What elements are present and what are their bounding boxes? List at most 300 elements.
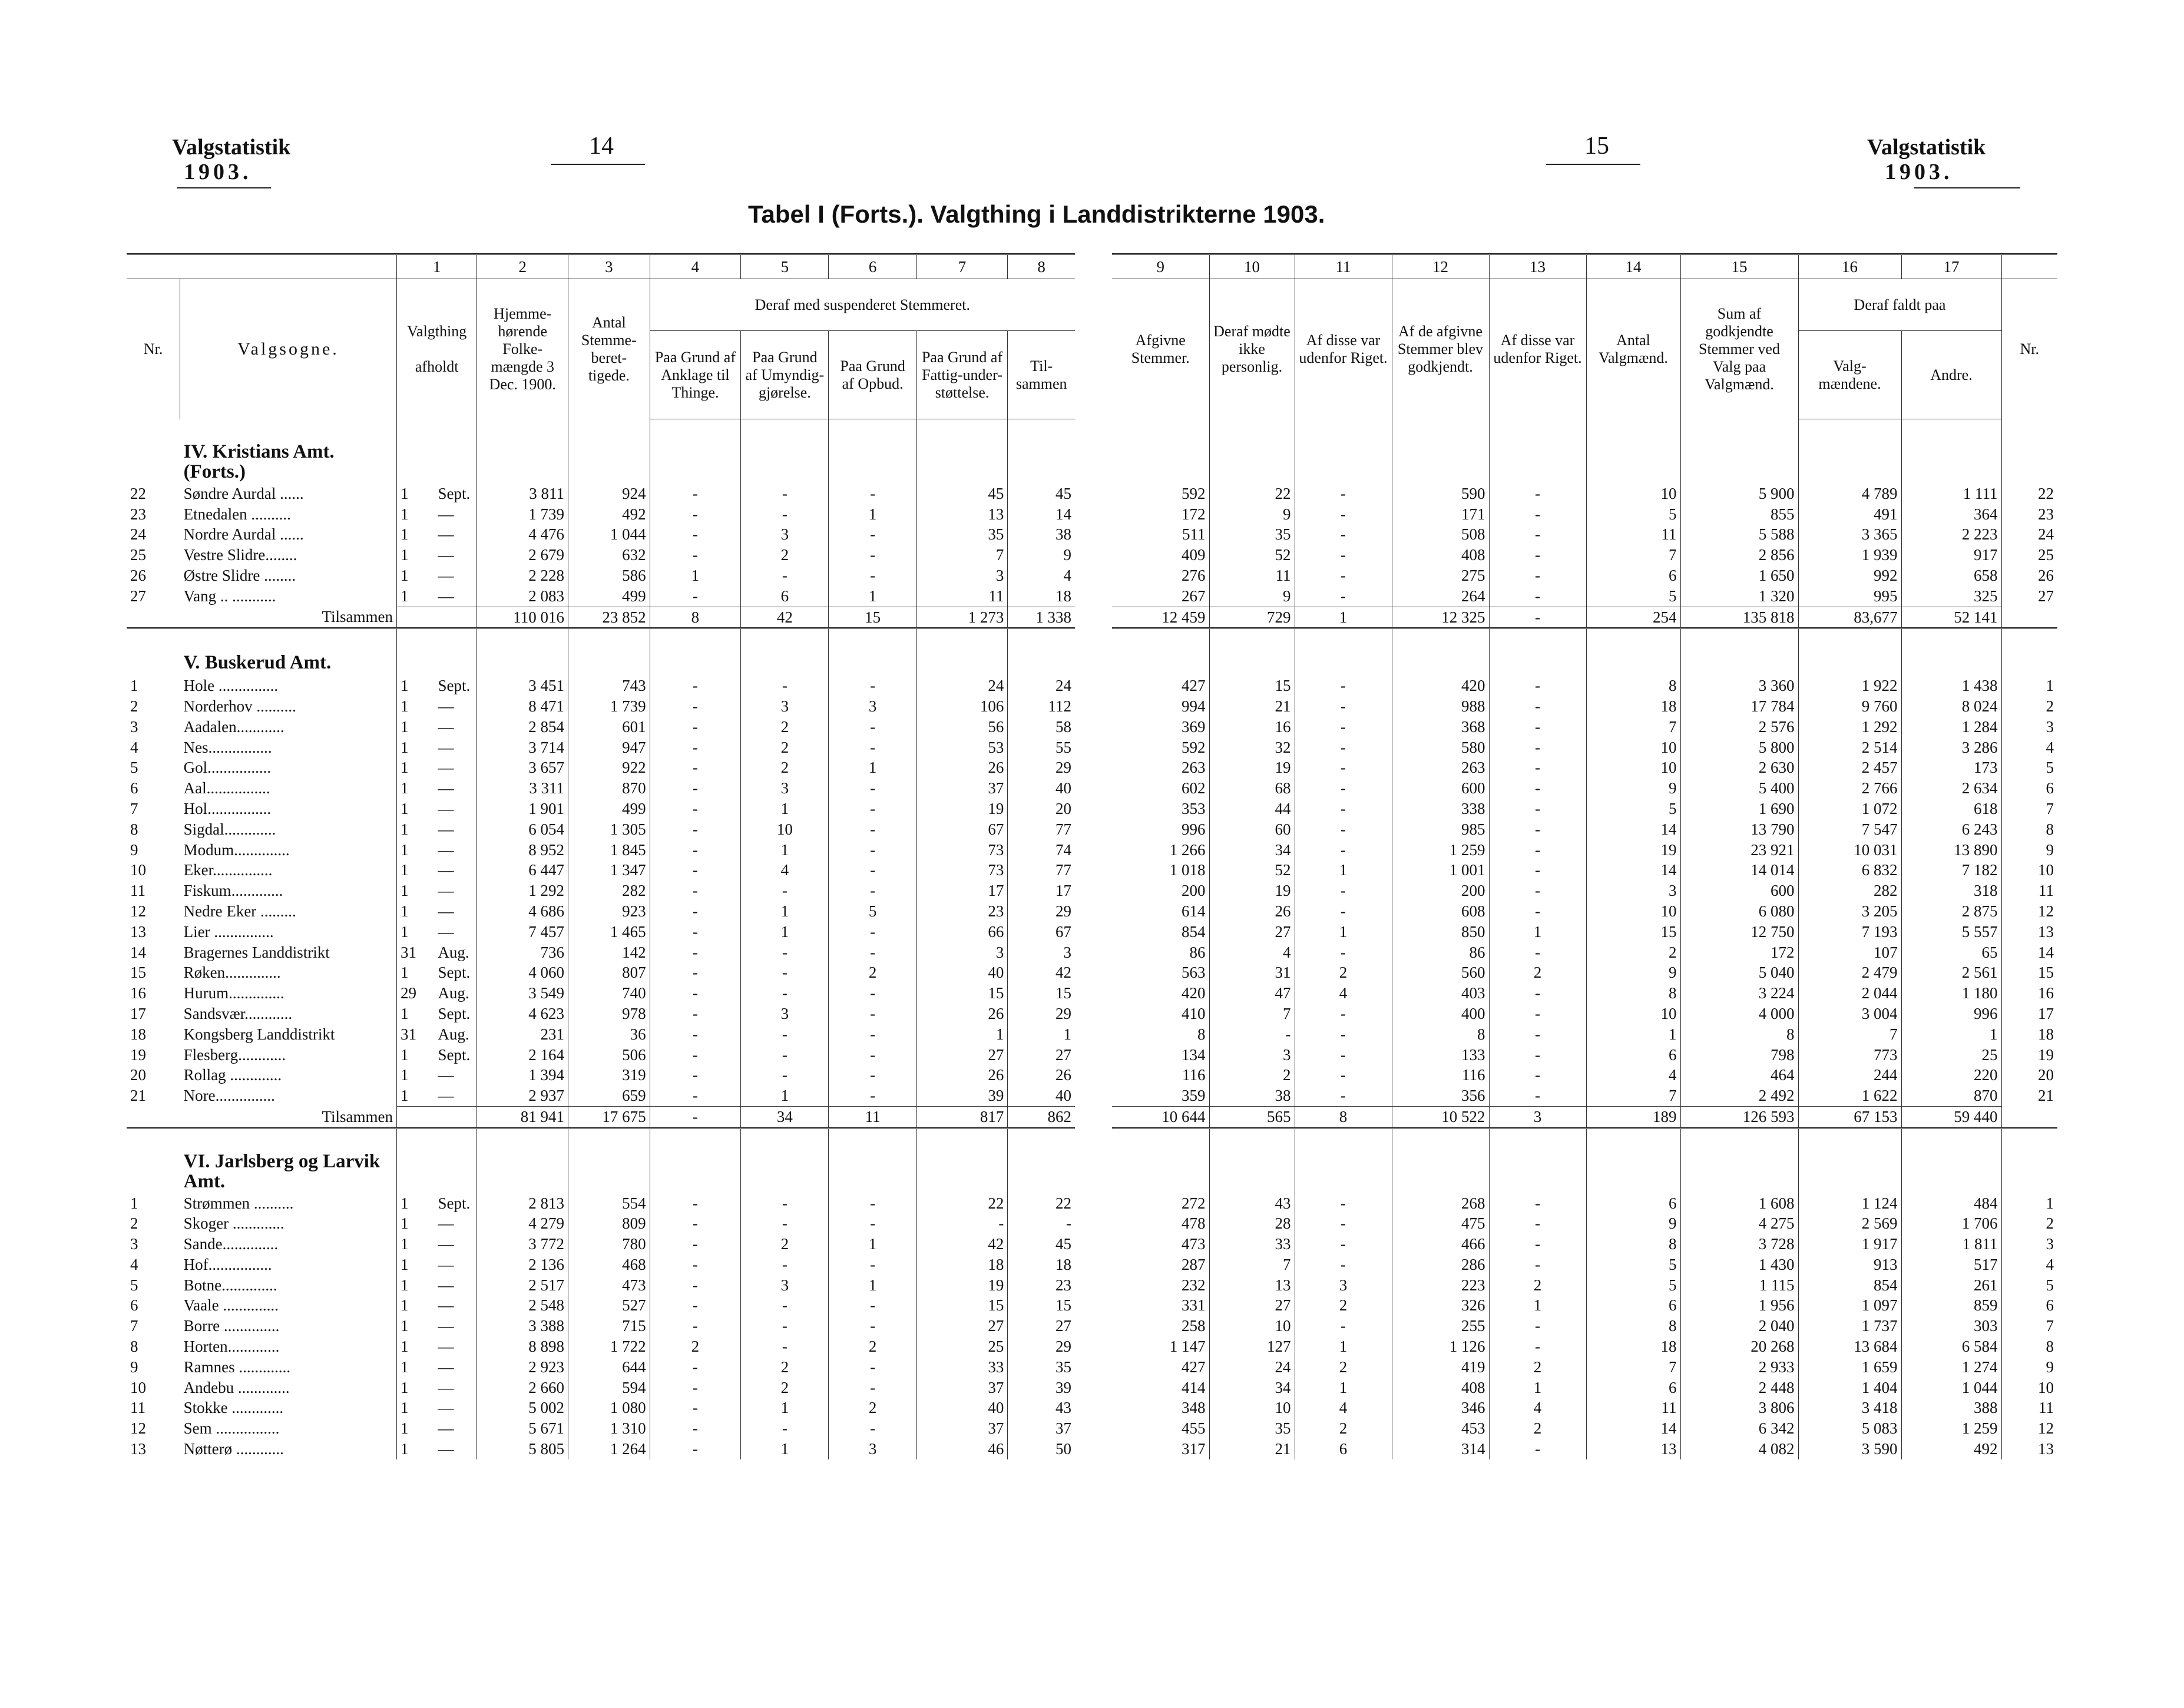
valgmaendene-value: 107 (1798, 942, 1901, 963)
afgivne-value: 420 (1112, 983, 1209, 1004)
modte-ikke-value: 2 (1209, 1065, 1295, 1085)
sum-godkjendte-value: 5 400 (1680, 778, 1798, 799)
fattig-value: 56 (916, 717, 1008, 737)
table-row (127, 1193, 1075, 1214)
row-number: 8 (130, 820, 138, 838)
table-row (127, 1357, 1075, 1378)
row-number: 4 (2046, 1255, 2054, 1273)
valgthing-month: — (434, 1295, 477, 1316)
row-number: 5 (2046, 759, 2054, 777)
sum-godkjendte-value: 3 360 (1680, 676, 1798, 696)
godkjendt-value: 326 (1392, 1295, 1489, 1316)
modte-ikke-value: 52 (1209, 860, 1295, 881)
spacer-cell (650, 650, 741, 676)
table-row (1112, 484, 2057, 504)
tilsammen-value: 55 (1055, 738, 1071, 756)
valgmaend-value: 4 (1586, 1065, 1680, 1085)
fattig-value: 37 (916, 1378, 1008, 1398)
folkemaengde-value: 2 854 (477, 717, 568, 737)
spacer-cell (1392, 1150, 1489, 1193)
godkjendt-value: 1 001 (1392, 860, 1489, 881)
spacer-cell (2001, 628, 2057, 650)
row-number: 13 (130, 1440, 146, 1458)
fattig-value: 53 (916, 737, 1008, 758)
valgthing-month: — (434, 881, 477, 901)
andre-value: 1 706 (1901, 1213, 2001, 1234)
folkemaengde-value: 3 311 (477, 778, 568, 799)
total-anklage: - (650, 1106, 741, 1128)
modte-ikke-value: - (1209, 1024, 1295, 1045)
table-row (127, 1065, 1075, 1085)
umyndig-value: 2 (741, 1378, 829, 1398)
row-number: 2 (2046, 697, 2054, 715)
opbud-value: 5 (829, 901, 916, 922)
opbud-value: 2 (829, 1336, 916, 1357)
stemmeberettigede-value: 492 (568, 504, 650, 525)
spacer-cell (1295, 1128, 1392, 1149)
anklage-value: - (650, 1045, 741, 1065)
stemmeberettigede-value: 809 (568, 1213, 650, 1234)
table-row (1112, 1418, 2057, 1439)
valgthing-day: 1 (400, 1194, 409, 1212)
valgmaend-value: 5 (1586, 586, 1680, 607)
spacer-cell (127, 607, 180, 628)
sum-godkjendte-value: 2 492 (1680, 1085, 1798, 1106)
andre-value: 2 875 (1901, 901, 2001, 922)
valgsogn-name: Sigdal............. (180, 819, 397, 840)
umyndig-value: - (741, 484, 829, 504)
valgmaendene-value: 7 (1798, 1024, 1901, 1045)
modte-ikke-value: 19 (1209, 757, 1295, 778)
spacer-cell (1295, 440, 1392, 484)
valgthing-day: 1 (400, 1276, 409, 1294)
opbud-value: - (829, 1085, 916, 1106)
afgivne-value: 602 (1112, 778, 1209, 799)
andre-value: 1 (1901, 1024, 2001, 1045)
valgmaendene-value: 2 457 (1798, 757, 1901, 778)
stemmeberettigede-value: 659 (568, 1085, 650, 1106)
valgsogn-name: Hol................ (180, 799, 397, 819)
udenfor-riget-value: - (1295, 778, 1392, 799)
valgthing-month: — (434, 545, 477, 565)
sum-godkjendte-value: 1 690 (1680, 799, 1798, 819)
valgmaendene-value: 2 766 (1798, 778, 1901, 799)
row-number: 8 (2046, 820, 2054, 838)
table-row (127, 757, 1075, 778)
andre-value: 3 286 (1901, 737, 2001, 758)
table-row (127, 717, 1075, 737)
spacer-cell (1008, 1150, 1075, 1193)
modte-ikke-value: 127 (1209, 1336, 1295, 1357)
table-row (1112, 962, 2057, 983)
folkemaengde-value: 6 054 (477, 819, 568, 840)
header-anklage: Paa Grund af Anklage til Thinge. (650, 331, 741, 419)
spacer-cell (477, 650, 568, 676)
valgthing-day: 1 (400, 546, 409, 564)
valgthing-month: Sept. (434, 1193, 477, 1214)
anklage-value: - (650, 819, 741, 840)
modte-ikke-value: 32 (1209, 737, 1295, 758)
spacer-cell (650, 628, 741, 650)
afgivne-value: 263 (1112, 757, 1209, 778)
stemmeberettigede-value: 1 739 (568, 696, 650, 717)
udenfor-riget-value: - (1489, 1045, 1586, 1065)
sum-godkjendte-value: 2 448 (1680, 1378, 1798, 1398)
spacer-cell (396, 440, 434, 484)
table-row (127, 676, 1075, 696)
stemmeberettigede-value: 978 (568, 1004, 650, 1024)
valgthing-month: — (434, 1085, 477, 1106)
folkemaengde-value: 4 623 (477, 1004, 568, 1024)
fattig-value: 17 (916, 881, 1008, 901)
valgthing-day: 1 (400, 840, 409, 859)
spacer-cell (1112, 628, 1209, 650)
modte-ikke-value: 34 (1209, 840, 1295, 860)
fattig-value: 26 (916, 1004, 1008, 1024)
umyndig-value: - (741, 1213, 829, 1234)
stemmeberettigede-value: 506 (568, 1045, 650, 1065)
valgthing-month: — (434, 1357, 477, 1378)
spacer-row (127, 1128, 1075, 1149)
valgthing-day: 29 (400, 984, 416, 1002)
valgsogn-name: Røken.............. (180, 962, 397, 983)
valgmaendene-value: 1 097 (1798, 1295, 1901, 1316)
udenfor-riget-value: - (1295, 942, 1392, 963)
udenfor-riget-value: - (1295, 696, 1392, 717)
stemmeberettigede-value: 1 845 (568, 840, 650, 860)
folkemaengde-value: 3 657 (477, 757, 568, 778)
valgmaend-value: 9 (1586, 778, 1680, 799)
anklage-value: - (650, 1439, 741, 1459)
tilsammen-value: 74 (1055, 840, 1071, 859)
total-andre: 59 440 (1901, 1106, 2001, 1128)
opbud-value: - (829, 860, 916, 881)
table-row (1112, 1275, 2057, 1296)
spacer-cell (1680, 440, 1798, 484)
modte-ikke-value: 10 (1209, 1316, 1295, 1336)
godkjendt-value: 263 (1392, 757, 1489, 778)
spacer-cell (829, 1128, 916, 1149)
row-number: 11 (2039, 1399, 2054, 1417)
anklage-value: - (650, 545, 741, 565)
afgivne-value: 359 (1112, 1085, 1209, 1106)
afgivne-value: 353 (1112, 799, 1209, 819)
sum-godkjendte-value: 600 (1680, 881, 1798, 901)
valgmaendene-value: 4 789 (1798, 484, 1901, 504)
spacer-cell (396, 607, 434, 628)
modte-ikke-value: 21 (1209, 696, 1295, 717)
opbud-value: 3 (829, 696, 916, 717)
sum-godkjendte-value: 1 650 (1680, 565, 1798, 586)
row-number: 1 (2046, 677, 2054, 695)
spacer-cell (1008, 650, 1075, 676)
modte-ikke-value: 35 (1209, 524, 1295, 545)
total-opbud: 11 (829, 1106, 916, 1128)
andre-value: 65 (1901, 942, 2001, 963)
left-page-rule (551, 164, 645, 165)
spacer-cell (1586, 1150, 1680, 1193)
table-row (127, 1213, 1075, 1234)
sum-godkjendte-value: 464 (1680, 1065, 1798, 1085)
modte-ikke-value: 27 (1209, 1295, 1295, 1316)
valgmaend-value: 13 (1586, 1439, 1680, 1459)
udenfor-riget-value: 1 (1489, 1295, 1586, 1316)
row-number: 20 (130, 1066, 146, 1084)
col-number: 3 (568, 254, 650, 279)
udenfor-riget-value: 1 (1295, 1336, 1392, 1357)
total-folkemaengde: 81 941 (477, 1106, 568, 1128)
row-number: 2 (2046, 1214, 2054, 1233)
row-number: 25 (130, 546, 146, 564)
table-row (127, 565, 1075, 586)
table-row (1112, 524, 2057, 545)
fattig-value: 67 (916, 819, 1008, 840)
stemmeberettigede-value: 632 (568, 545, 650, 565)
valgmaendene-value: 1 939 (1798, 545, 1901, 565)
udenfor-riget-value: 1 (1295, 860, 1392, 881)
tilsammen-value: 24 (1055, 677, 1071, 695)
tilsammen-value: 112 (1048, 697, 1071, 715)
opbud-value: - (829, 565, 916, 586)
opbud-value: 1 (829, 1275, 916, 1296)
udenfor-riget-value: - (1489, 504, 1586, 525)
opbud-value: - (829, 737, 916, 758)
udenfor-riget-value: - (1489, 737, 1586, 758)
valgmaend-value: 6 (1586, 565, 1680, 586)
valgmaend-value: 7 (1586, 545, 1680, 565)
tilsammen-value: 26 (1055, 1066, 1071, 1084)
afgivne-value: 511 (1112, 524, 1209, 545)
spacer-cell (1489, 1128, 1586, 1149)
spacer-cell (1112, 440, 1209, 484)
udenfor-riget-value: - (1489, 1234, 1586, 1254)
table-row (127, 504, 1075, 525)
table-row (127, 778, 1075, 799)
tilsammen-value: 23 (1055, 1276, 1071, 1294)
table-row (1112, 1234, 2057, 1254)
spacer-cell (1489, 440, 1586, 484)
valgthing-month: — (434, 1418, 477, 1439)
valgthing-day: 1 (400, 861, 409, 879)
total-valgmaendene: 83,677 (1798, 607, 1901, 628)
afgivne-value: 854 (1112, 922, 1209, 942)
spacer-cell (916, 1128, 1008, 1149)
folkemaengde-value: 2 164 (477, 1045, 568, 1065)
udenfor-riget-value: - (1489, 757, 1586, 778)
udenfor-riget-value: - (1295, 1004, 1392, 1024)
modte-ikke-value: 35 (1209, 1418, 1295, 1439)
opbud-value: - (829, 1045, 916, 1065)
fattig-value: 11 (916, 586, 1008, 607)
modte-ikke-value: 26 (1209, 901, 1295, 922)
spacer-cell (916, 419, 1008, 440)
folkemaengde-value: 8 898 (477, 1336, 568, 1357)
andre-value: 6 584 (1901, 1336, 2001, 1357)
andre-value: 1 284 (1901, 717, 2001, 737)
spacer-cell (1209, 419, 1295, 440)
valgmaend-value: 1 (1586, 1024, 1680, 1045)
udenfor-riget-value: 3 (1295, 1275, 1392, 1296)
sum-godkjendte-value: 6 080 (1680, 901, 1798, 922)
stemmeberettigede-value: 740 (568, 983, 650, 1004)
udenfor-riget-value: - (1489, 1316, 1586, 1336)
fattig-value: 106 (916, 696, 1008, 717)
section-title-row (127, 440, 1075, 484)
valgmaend-value: 6 (1586, 1045, 1680, 1065)
anklage-value: - (650, 1275, 741, 1296)
total-udenfor-riget: - (1489, 607, 1586, 628)
afgivne-value: 478 (1112, 1213, 1209, 1234)
col-number: 5 (741, 254, 829, 279)
tilsammen-value: 27 (1055, 1317, 1071, 1335)
left-page-table (127, 253, 1075, 1459)
sum-godkjendte-value: 2 630 (1680, 757, 1798, 778)
valgthing-day: 1 (400, 738, 409, 756)
valgsogn-name: Lier ............... (180, 922, 397, 942)
anklage-value: - (650, 860, 741, 881)
fattig-value: 35 (916, 524, 1008, 545)
stemmeberettigede-value: 947 (568, 737, 650, 758)
header-opbud: Paa Grund af Opbud. (829, 331, 916, 419)
afgivne-value: 116 (1112, 1065, 1209, 1085)
total-tilsammen: 862 (1008, 1106, 1075, 1128)
umyndig-value: - (741, 1193, 829, 1214)
valgsogn-name: Nes................ (180, 737, 397, 758)
section-title-row (127, 650, 1075, 676)
anklage-value: - (650, 1065, 741, 1085)
valgthing-month: — (434, 840, 477, 860)
row-number: 9 (2046, 840, 2054, 859)
header-antal-valgmaend: Antal Valgmænd. (1586, 279, 1680, 419)
total-row (1112, 607, 2057, 628)
udenfor-riget-value: - (1295, 799, 1392, 819)
spacer-cell (1489, 419, 1586, 440)
total-valgmaendene: 67 153 (1798, 1106, 1901, 1128)
col-number: 2 (477, 254, 568, 279)
total-godkjendt: 10 522 (1392, 1106, 1489, 1128)
valgsogn-name: Bragernes Landdistrikt (180, 942, 397, 963)
opbud-value: - (829, 524, 916, 545)
valgmaendene-value: 913 (1798, 1254, 1901, 1275)
spacer-cell (2001, 607, 2057, 628)
section-title: VI. Jarlsberg og Larvik Amt. (180, 1150, 397, 1193)
godkjendt-value: 408 (1392, 545, 1489, 565)
total-valgmaend: 189 (1586, 1106, 1680, 1128)
tilsammen-value: 45 (1055, 484, 1071, 502)
stemmeberettigede-value: 924 (568, 484, 650, 504)
afgivne-value: 258 (1112, 1316, 1209, 1336)
modte-ikke-value: 7 (1209, 1254, 1295, 1275)
modte-ikke-value: 68 (1209, 778, 1295, 799)
row-number: 14 (130, 943, 146, 961)
udenfor-riget-value: - (1489, 1439, 1586, 1459)
valgthing-month: — (434, 1398, 477, 1418)
modte-ikke-value: 60 (1209, 819, 1295, 840)
fattig-value: 24 (916, 676, 1008, 696)
godkjendt-value: 275 (1392, 565, 1489, 586)
row-number: 22 (130, 484, 146, 502)
spacer-cell (434, 607, 477, 628)
valgthing-month: — (434, 565, 477, 586)
andre-value: 1 274 (1901, 1357, 2001, 1378)
valgthing-day: 1 (400, 587, 409, 605)
header-valgthing (396, 279, 476, 419)
valgmaend-value: 10 (1586, 737, 1680, 758)
spacer-cell (2001, 1106, 2057, 1128)
table-row (1112, 1193, 2057, 1214)
row-number: 9 (130, 840, 138, 859)
opbud-value: - (829, 983, 916, 1004)
valgmaendene-value: 3 590 (1798, 1439, 1901, 1459)
row-number: 12 (130, 902, 146, 920)
row-number: 2 (130, 1214, 138, 1233)
folkemaengde-value: 2 083 (477, 586, 568, 607)
table-row (1112, 881, 2057, 901)
udenfor-riget-value: - (1489, 1336, 1586, 1357)
spacer-cell (741, 650, 829, 676)
table-row (1112, 1316, 2057, 1336)
spacer-cell (2001, 419, 2057, 440)
valgsogn-name: Eker............... (180, 860, 397, 881)
total-udenfor-riget: 1 (1295, 607, 1392, 628)
umyndig-value: 3 (741, 1004, 829, 1024)
umyndig-value: - (741, 1024, 829, 1045)
total-afgivne: 12 459 (1112, 607, 1209, 628)
row-number: 2 (130, 697, 138, 715)
valgthing-day: 1 (400, 505, 409, 523)
valgsogn-name: Horten............. (180, 1336, 397, 1357)
spacer-cell (434, 628, 477, 650)
valgmaend-value: 18 (1586, 696, 1680, 717)
valgthing-month: Sept. (434, 484, 477, 504)
godkjendt-value: 264 (1392, 586, 1489, 607)
afgivne-value: 369 (1112, 717, 1209, 737)
total-stemmeberettigede: 23 852 (568, 607, 650, 628)
spacer-cell (650, 1150, 741, 1193)
spacer-cell (434, 419, 477, 440)
stemmeberettigede-value: 743 (568, 676, 650, 696)
tilsammen-value: 3 (1063, 943, 1071, 961)
valgthing-month: — (434, 717, 477, 737)
valgmaend-value: 5 (1586, 504, 1680, 525)
andre-value: 1 111 (1901, 484, 2001, 504)
sum-godkjendte-value: 1 115 (1680, 1275, 1798, 1296)
valgmaendene-value: 9 760 (1798, 696, 1901, 717)
valgthing-month: — (434, 524, 477, 545)
section-title: V. Buskerud Amt. (180, 650, 397, 676)
spacer-cell (1295, 1150, 1392, 1193)
umyndig-value: 3 (741, 696, 829, 717)
valgmaendene-value: 854 (1798, 1275, 1901, 1296)
umyndig-value: - (741, 962, 829, 983)
valgthing-day: 1 (400, 1358, 409, 1376)
header-valgthing-label: Valgthing (407, 322, 467, 340)
udenfor-riget-value: - (1489, 881, 1586, 901)
godkjendt-value: 1 259 (1392, 840, 1489, 860)
spacer-cell (1295, 650, 1392, 676)
valgthing-day: 1 (400, 759, 409, 777)
row-number: 10 (2038, 1378, 2054, 1396)
valgthing-day: 1 (400, 697, 409, 715)
row-number: 1 (2046, 1194, 2054, 1212)
anklage-value: - (650, 1254, 741, 1275)
header-faldt-paa-group: Deraf faldt paa (1798, 279, 2001, 331)
stemmeberettigede-value: 1 264 (568, 1439, 650, 1459)
folkemaengde-value: 1 901 (477, 799, 568, 819)
anklage-value: - (650, 1378, 741, 1398)
table-row (127, 484, 1075, 504)
andre-value: 1 438 (1901, 676, 2001, 696)
